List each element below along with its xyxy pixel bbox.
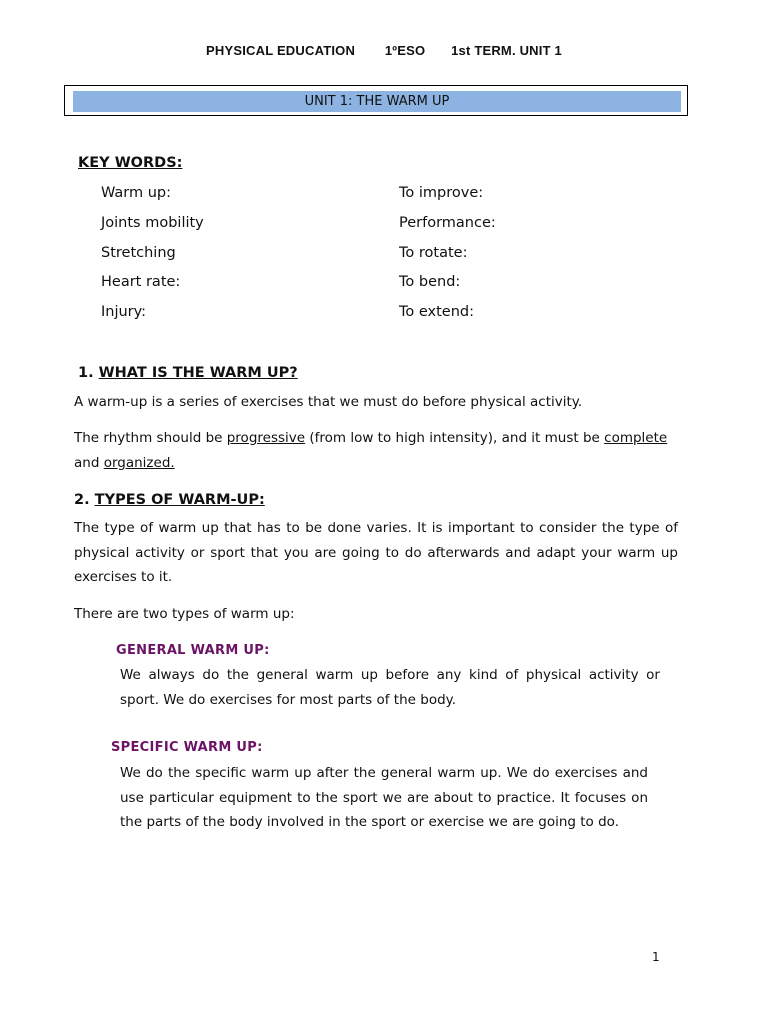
key-word-left: Injury: [101, 304, 147, 320]
section-1-paragraph-2 [74, 426, 667, 451]
key-words-heading: KEY WORDS: [78, 155, 183, 171]
general-warm-up-heading: GENERAL WARM UP: [116, 643, 270, 658]
text: and [74, 455, 104, 471]
header-term: 1st TERM. UNIT 1 [451, 43, 562, 58]
key-word-right: To improve: [399, 185, 484, 201]
section-2-heading [74, 492, 265, 508]
key-word-right: To rotate: [399, 245, 468, 261]
organized-term: organized. [103, 455, 175, 471]
key-word-left: Stretching [101, 245, 176, 261]
section-1-title: WHAT IS THE WARM UP? [98, 365, 298, 381]
section-2-number: 2. [74, 492, 90, 508]
specific-warm-up-text: We do the specific warm up after the general warm up. We do exercises and use particular equipment to the sport we are about to practice. It focuses on the parts of the body involved in the sport or exercise we are going to do. [120, 765, 648, 830]
key-word-left: Heart rate: [101, 274, 181, 290]
progressive-term: progressive [226, 430, 306, 446]
header-subject: PHYSICAL EDUCATION [206, 43, 356, 58]
header-level: 1ºESO [384, 43, 426, 58]
general-warm-up-text: We always do the general warm up before any kind of physical activity or sport. We do exercises for most parts of the body. [120, 667, 660, 708]
key-word-right: To extend: [399, 304, 475, 320]
section-1-heading [78, 365, 298, 381]
section-2-paragraph-1: The type of warm up that has to be done varies. It is important to consider the type of physical activity or sport that you are going to do afterwards and adapt your warm up exercises to it. [74, 520, 678, 585]
page-header [0, 43, 768, 58]
section-2-title: TYPES OF WARM-UP: [94, 492, 265, 508]
page-number: 1 [652, 950, 660, 964]
key-word-left: Warm up: [101, 185, 172, 201]
section-1-number: 1. [78, 365, 94, 381]
text: The rhythm should be [74, 430, 227, 446]
specific-warm-up-heading: SPECIFIC WARM UP: [111, 740, 263, 755]
page-title: UNIT 1: THE WARM UP [73, 91, 681, 112]
complete-term: complete [604, 430, 668, 446]
section-2-paragraph-2: There are two types of warm up: [74, 606, 295, 622]
section-1-paragraph-1: A warm-up is a series of exercises that we must do before physical activity. [74, 394, 583, 410]
text: (from low to high intensity), and it must be [305, 430, 605, 446]
key-word-right: Performance: [399, 215, 496, 231]
title-box [64, 85, 688, 116]
key-word-right: To bend: [399, 274, 461, 290]
key-word-left: Joints mobility [101, 215, 204, 231]
section-1-paragraph-2-cont [74, 451, 175, 476]
